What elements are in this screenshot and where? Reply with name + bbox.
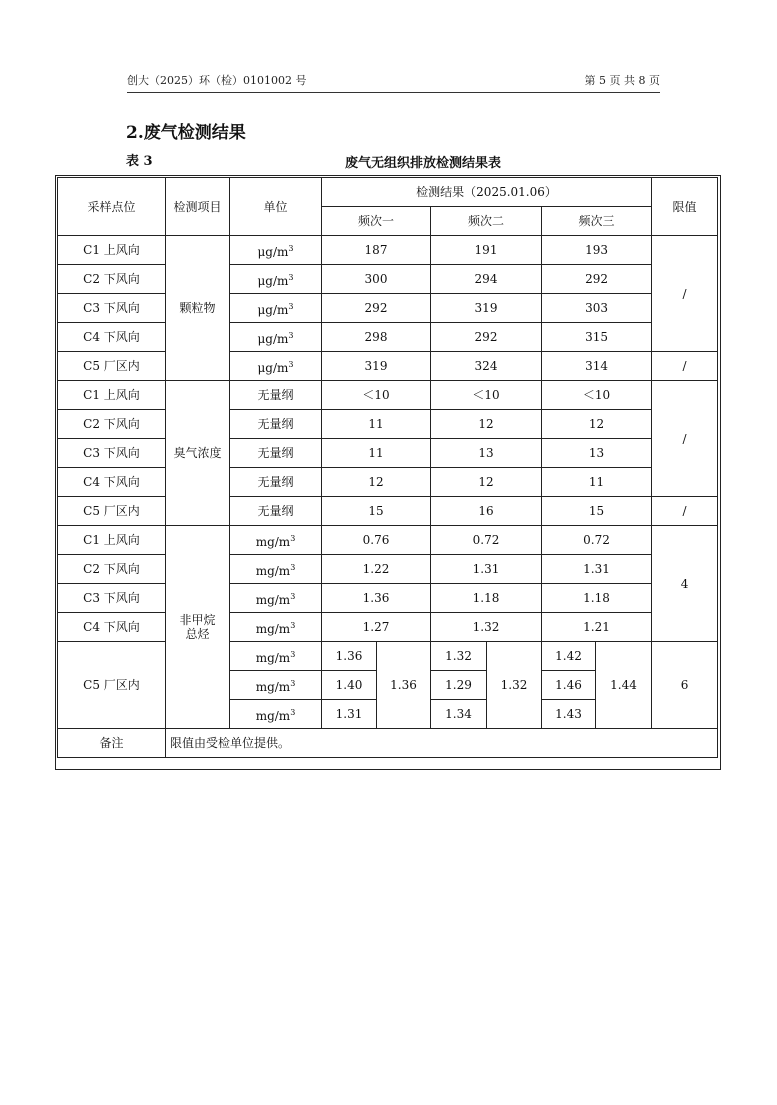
value-cell: 11 [322,410,431,439]
unit-cell: 无量纲 [230,468,322,497]
remark-label: 备注 [58,729,166,758]
limit-cell: 4 [652,526,718,642]
point-cell: C2 下风向 [58,265,166,294]
table-row [58,352,718,381]
table-label: 表 3 [126,154,153,169]
unit-cell: 无量纲 [230,497,322,526]
value-cell: 314 [542,352,652,381]
unit-cell: $mg/m^3$ [230,555,322,584]
point-cell: C1 上风向 [58,526,166,555]
value-cell: 1.42 [542,642,596,671]
value-cell: 187 [322,236,431,265]
remark-row [58,729,718,758]
value-cell: 12 [542,410,652,439]
value-cell: 303 [542,294,652,323]
unit-cell: $mg/m^3$ [230,613,322,642]
value-cell: 12 [431,410,542,439]
point-cell: C4 下风向 [58,468,166,497]
col-item: 检测项目 [166,178,230,236]
value-cell: 1.18 [431,584,542,613]
point-cell: C1 上风向 [58,381,166,410]
value-cell: 298 [322,323,431,352]
results-table [57,177,718,758]
col-limit: 限值 [652,178,718,236]
value-cell: 292 [322,294,431,323]
unit-cell: $mg/m^3$ [230,584,322,613]
value-cell: 300 [322,265,431,294]
col-freq2: 频次二 [431,207,542,236]
item-cell: 颗粒物 [166,236,230,381]
value-cell: 1.34 [431,700,487,729]
value-cell: 0.76 [322,526,431,555]
table-row [58,584,718,613]
value-cell: 319 [431,294,542,323]
value-cell: 1.31 [542,555,652,584]
table-row [58,497,718,526]
unit-cell: $\mu g/m^3$ [230,323,322,352]
value-cell: 1.27 [322,613,431,642]
value-cell: 13 [431,439,542,468]
value-cell: 1.36 [322,584,431,613]
unit-cell: $mg/m^3$ [230,700,322,729]
section-title: 2.废气检测结果 [126,123,246,143]
value-cell: 1.31 [431,555,542,584]
remark-text: 限值由受检单位提供。 [166,729,718,758]
average-cell: 1.32 [487,642,542,729]
col-results: 检测结果（2025.01.06） [322,178,652,207]
value-cell: 1.43 [542,700,596,729]
unit-cell: $mg/m^3$ [230,526,322,555]
value-cell: 15 [322,497,431,526]
unit-cell: 无量纲 [230,410,322,439]
value-cell: ＜10 [322,381,431,410]
unit-cell: $\mu g/m^3$ [230,265,322,294]
col-freq3: 频次三 [542,207,652,236]
col-point: 采样点位 [58,178,166,236]
value-cell: 1.29 [431,671,487,700]
table-row [58,381,718,410]
value-cell: 0.72 [542,526,652,555]
point-cell: C3 下风向 [58,439,166,468]
value-cell: 319 [322,352,431,381]
limit-cell: / [652,381,718,497]
value-cell: ＜10 [542,381,652,410]
item-cell: 臭气浓度 [166,381,230,526]
table-row [58,468,718,497]
unit-cell: $mg/m^3$ [230,671,322,700]
value-cell: 191 [431,236,542,265]
point-cell: C3 下风向 [58,584,166,613]
page-number: 第 5 页 共 8 页 [584,74,660,87]
point-cell: C5 厂区内 [58,352,166,381]
unit-cell: 无量纲 [230,381,322,410]
value-cell: 1.36 [322,642,377,671]
limit-cell: / [652,497,718,526]
average-cell: 1.44 [596,642,652,729]
value-cell: 13 [542,439,652,468]
value-cell: 12 [322,468,431,497]
value-cell: 11 [322,439,431,468]
header-divider [127,92,660,93]
value-cell: 292 [542,265,652,294]
point-cell: C5 厂区内 [58,497,166,526]
col-unit: 单位 [230,178,322,236]
point-cell: C5 厂区内 [58,642,166,729]
limit-cell: 6 [652,642,718,729]
value-cell: 12 [431,468,542,497]
value-cell: 292 [431,323,542,352]
value-cell: 1.21 [542,613,652,642]
point-cell: C4 下风向 [58,323,166,352]
item-cell: 非甲烷 总烃 [166,526,230,729]
value-cell: 193 [542,236,652,265]
header-row [58,178,718,207]
report-number: 创大（2025）环（检）0101002 号 [127,74,307,87]
value-cell: 315 [542,323,652,352]
value-cell: 1.18 [542,584,652,613]
point-cell: C2 下风向 [58,410,166,439]
unit-cell: $\mu g/m^3$ [230,294,322,323]
value-cell: 15 [542,497,652,526]
col-freq1: 频次一 [322,207,431,236]
value-cell: 11 [542,468,652,497]
unit-cell: $\mu g/m^3$ [230,352,322,381]
point-cell: C1 上风向 [58,236,166,265]
unit-cell: $mg/m^3$ [230,642,322,671]
point-cell: C3 下风向 [58,294,166,323]
value-cell: 324 [431,352,542,381]
table-row [58,236,718,265]
table-row [58,323,718,352]
value-cell: 1.32 [431,613,542,642]
table-row [58,410,718,439]
table-row [58,613,718,642]
value-cell: 1.31 [322,700,377,729]
table-row [58,265,718,294]
value-cell: ＜10 [431,381,542,410]
table-row [58,526,718,555]
table-row [58,439,718,468]
limit-cell: / [652,352,718,381]
value-cell: 1.40 [322,671,377,700]
value-cell: 294 [431,265,542,294]
table-caption: 废气无组织排放检测结果表 [345,156,502,171]
average-cell: 1.36 [377,642,431,729]
unit-cell: 无量纲 [230,439,322,468]
point-cell: C2 下风向 [58,555,166,584]
value-cell: 16 [431,497,542,526]
limit-cell: / [652,236,718,352]
value-cell: 1.46 [542,671,596,700]
value-cell: 1.32 [431,642,487,671]
value-cell: 1.22 [322,555,431,584]
table-row [58,294,718,323]
table-row [58,555,718,584]
value-cell: 0.72 [431,526,542,555]
point-cell: C4 下风向 [58,613,166,642]
table-row [58,642,718,671]
unit-cell: $\mu g/m^3$ [230,236,322,265]
